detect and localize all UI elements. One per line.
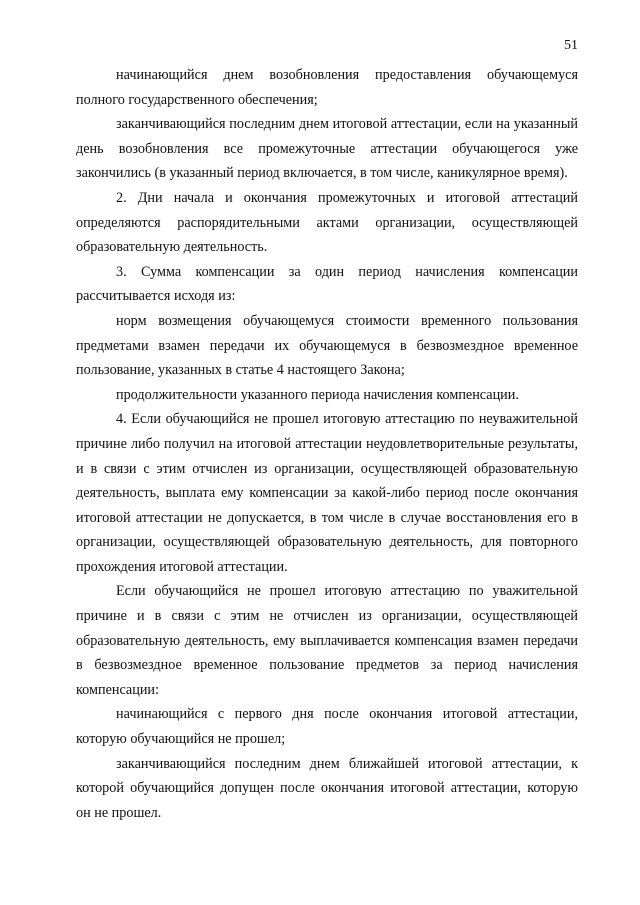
paragraph: 4. Если обучающийся не прошел итоговую аттестацию по неуважительной причине либо получил на итоговой аттестации неудовлетворительные результаты, и в связи с этим отчислен из организации, осуществляющей образовательную деятельность, выплата ему компенсации за какой-либо период после окончания итоговой аттестации не допускается, в том числе в случае восстановления его в организации, осуществляющей образовательную деятельность, для повторного прохождения итоговой аттестации.	[76, 411, 578, 575]
paragraph: заканчивающийся последним днем итоговой аттестации, если на указанный день возобновления все промежуточные аттестации обучающегося уже закончились (в указанный период включается, в том числе, каникулярное время).	[76, 116, 578, 182]
paragraph: 3. Сумма компенсации за один период начисления компенсации рассчитывается исходя из:	[76, 263, 578, 305]
paragraph: заканчивающийся последним днем ближайшей итоговой аттестации, к которой обучающийся допущен после окончания итоговой аттестации, которую он не прошел.	[76, 755, 578, 821]
paragraph: начинающийся днем возобновления предоставления обучающемуся полного государственного обеспечения;	[76, 67, 578, 108]
paragraph: норм возмещения обучающемуся стоимости временного пользования предметами взамен передачи их обучающемуся в безвозмездное временное пользование, указанных в статье 4 настоящего Закона;	[76, 312, 578, 379]
paragraph: 2. Дни начала и окончания промежуточных и итоговой аттестаций определяются распорядительными актами организации, осуществляющей образовательную деятельность.	[76, 189, 578, 256]
paragraph: начинающийся с первого дня после окончания итоговой аттестации, которую обучающийся не прошел;	[76, 706, 578, 748]
document-body	[76, 63, 578, 825]
page-number: 51	[564, 38, 578, 53]
paragraph: продолжительности указанного периода начисления компенсации.	[116, 386, 519, 403]
paragraph: Если обучающийся не прошел итоговую аттестацию по уважительной причине и в связи с этим не отчислен из организации, осуществляющей образовательную деятельность, ему выплачивается компенсация взамен передачи в безвозмездное временное пользование предметов за период начисления компенсации:	[76, 583, 578, 698]
